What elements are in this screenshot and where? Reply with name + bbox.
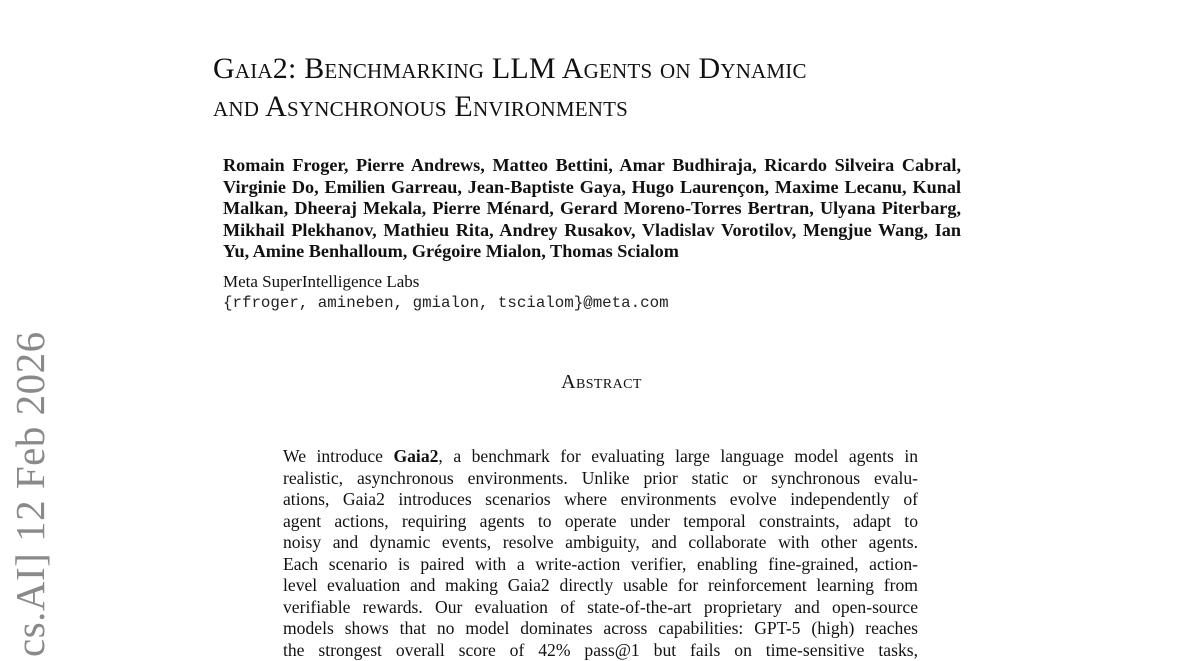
- arxiv-side-stamp: cs.AI] 12 Feb 2026: [0, 331, 66, 657]
- author-list: Romain Froger, Pierre Andrews, Matteo Bettini, Amar Budhiraja, Ricardo Silveira Cabral, Virginie Do, Emilien Garreau, Jean-Baptiste Gaya, Hugo Laurençon, Maxime Lecanu, Kunal Malkan, Dheeraj Mekala, Pierre Ménard, Gerard Moreno-Torres Bertran, Ulyana Piterbarg, Mikhail Plekhanov, Mathieu Rita, Andrey Rusakov, Vladislav Vorotilov, Mengjue Wang, Ian Yu, Amine Benhalloum, Grégoire Mialon, Thomas Scialom: [223, 155, 961, 263]
- abstract-intro-prefix: We introduce: [283, 446, 393, 466]
- abstract-line: the strongest overall score of 42% pass@1 but fails on time-sensitive tasks,: [283, 640, 918, 661]
- abstract-line: level evaluation and making Gaia2 directly usable for reinforcement learning from: [283, 575, 918, 597]
- benchmark-name: Gaia2: [393, 446, 438, 466]
- paper-title-line-1: Gaia2: Benchmarking LLM Agents on Dynamic: [213, 50, 1033, 88]
- abstract-line: ations, Gaia2 introduces scenarios where environments evolve independently of: [283, 489, 918, 511]
- abstract-line: models shows that no model dominates across capabilities: GPT-5 (high) reaches: [283, 618, 918, 640]
- abstract-line: agent actions, requiring agents to operate under temporal constraints, adapt to: [283, 511, 918, 533]
- abstract-line: realistic, asynchronous environments. Unlike prior static or synchronous evalu-: [283, 468, 918, 490]
- abstract-body: [283, 446, 918, 661]
- paper-title: [213, 50, 1033, 126]
- affiliation: Meta SuperIntelligence Labs: [223, 271, 419, 292]
- abstract-heading: [0, 370, 1200, 394]
- abstract-heading-text: Abstract: [561, 371, 642, 393]
- abstract-line: verifiable rewards. Our evaluation of state-of-the-art proprietary and open-source: [283, 597, 918, 619]
- abstract-line: Each scenario is paired with a write-action verifier, enabling fine-grained, action-: [283, 554, 918, 576]
- paper-title-line-2: and Asynchronous Environments: [213, 88, 1033, 126]
- abstract-line: noisy and dynamic events, resolve ambiguity, and collaborate with other agents.: [283, 532, 918, 554]
- abstract-line: [283, 446, 918, 468]
- contact-emails: {rfroger, amineben, gmialon, tscialom}@meta.com: [223, 293, 669, 313]
- abstract-intro-suffix: , a benchmark for evaluating large language model agents in: [438, 446, 918, 466]
